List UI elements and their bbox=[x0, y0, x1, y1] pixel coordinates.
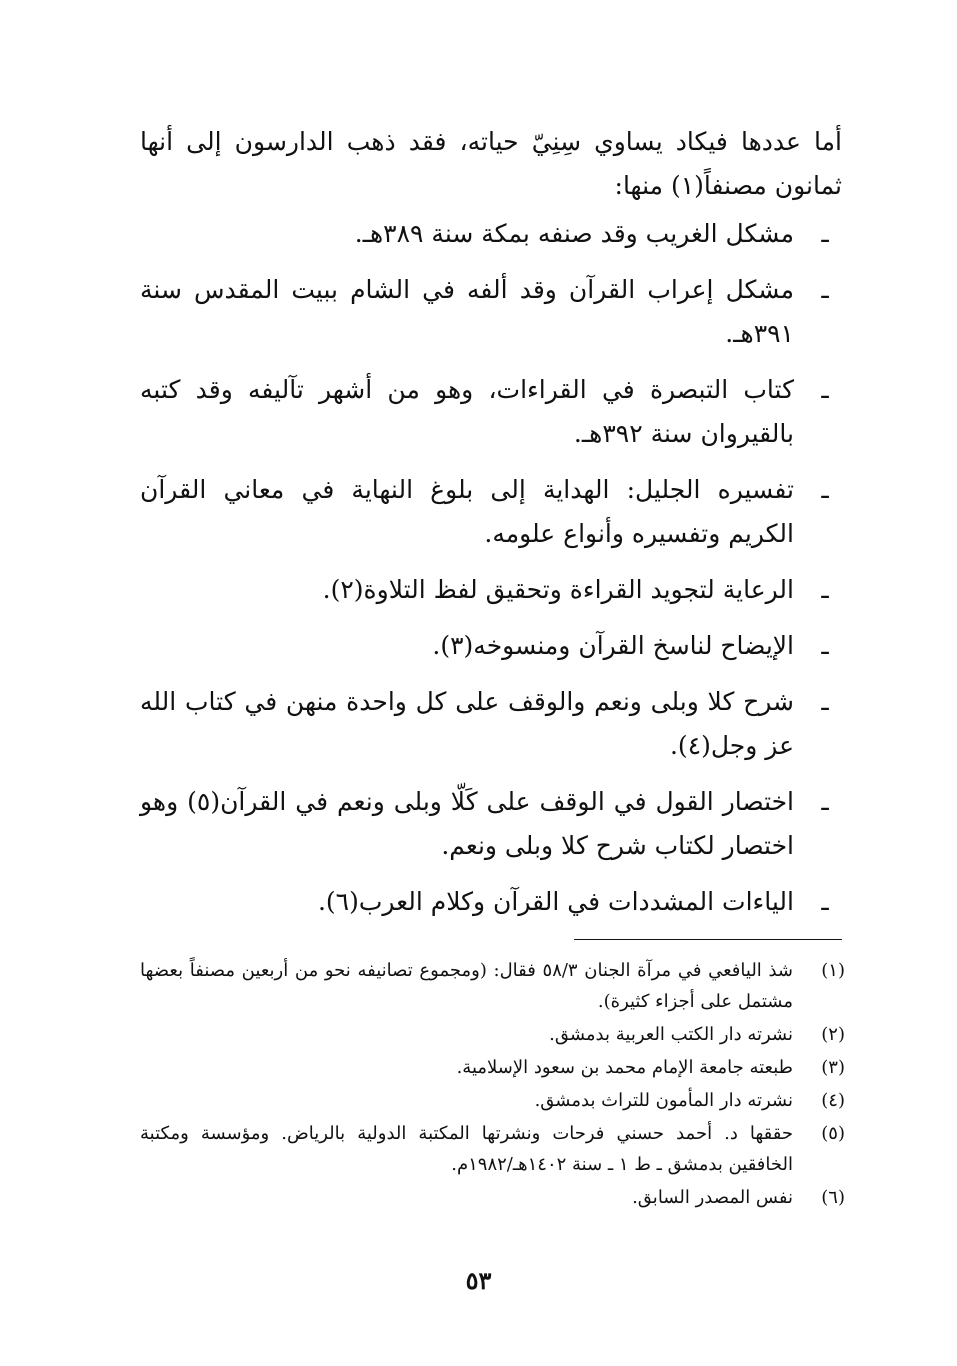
bullet-dash: ـ bbox=[821, 375, 829, 404]
footnote-6 bbox=[140, 1182, 845, 1213]
footnote-number: (٣) bbox=[821, 1057, 845, 1078]
bullet-dash: ـ bbox=[821, 475, 829, 504]
footnote-5 bbox=[140, 1118, 845, 1180]
bullet-dash: ـ bbox=[821, 887, 829, 916]
bullet-dash: ـ bbox=[821, 575, 829, 604]
bullet-dash: ـ bbox=[821, 219, 829, 248]
footnote-divider bbox=[574, 939, 842, 940]
footnote-number: (٤) bbox=[821, 1090, 845, 1111]
bullet-dash: ـ bbox=[821, 787, 829, 816]
footnote-4 bbox=[140, 1085, 845, 1116]
work-text: شرح كلا وبلى ونعم والوقف على كل واحدة منهن في كتاب الله عز وجل(٤). bbox=[140, 687, 794, 760]
bullet-dash: ـ bbox=[821, 631, 829, 660]
bullet-dash: ـ bbox=[821, 687, 829, 716]
footnote-text: نشرته دار الكتب العربية بدمشق. bbox=[549, 1024, 793, 1045]
work-item-1 bbox=[140, 212, 842, 256]
footnote-number: (٢) bbox=[821, 1024, 845, 1045]
work-item-7 bbox=[140, 680, 842, 768]
work-item-9 bbox=[140, 880, 842, 924]
footnote-number: (٦) bbox=[821, 1187, 845, 1208]
work-item-8 bbox=[140, 780, 842, 868]
work-text: مشكل إعراب القرآن وقد ألفه في الشام ببيت المقدس سنة ٣٩١هـ. bbox=[140, 275, 794, 348]
main-text bbox=[140, 120, 842, 936]
footnote-text: شذ اليافعي في مرآة الجنان ٥٨/٣ فقال: (ومجموع تصانيفه نحو من أربعين مصنفاً بعضها مشتمل على أجزاء كثيرة). bbox=[140, 960, 794, 1012]
work-text: اختصار القول في الوقف على كَلّا وبلى ونعم في القرآن(٥) وهو اختصار لكتاب شرح كلا وبلى ونعم. bbox=[140, 787, 795, 860]
work-item-4 bbox=[140, 468, 842, 556]
page-number: ٥٣ bbox=[465, 1266, 492, 1295]
footnote-1 bbox=[140, 955, 845, 1017]
footnote-3 bbox=[140, 1052, 845, 1083]
work-text: الرعاية لتجويد القراءة وتحقيق لفظ التلاوة(٢). bbox=[322, 575, 794, 604]
work-text: مشكل الغريب وقد صنفه بمكة سنة ٣٨٩هـ. bbox=[354, 219, 794, 248]
footnote-text: نشرته دار المأمون للتراث بدمشق. bbox=[534, 1090, 793, 1111]
footnote-number: (١) bbox=[821, 960, 845, 981]
footnotes-list bbox=[140, 955, 845, 1215]
work-text: تفسيره الجليل: الهداية إلى بلوغ النهاية في معاني القرآن الكريم وتفسيره وأنواع علومه. bbox=[140, 475, 794, 548]
work-item-6 bbox=[140, 624, 842, 668]
work-item-2 bbox=[140, 268, 842, 356]
work-item-5 bbox=[140, 568, 842, 612]
footnote-text: طبعته جامعة الإمام محمد بن سعود الإسلامية. bbox=[456, 1057, 793, 1078]
work-text: الياءات المشددات في القرآن وكلام العرب(٦). bbox=[317, 887, 794, 916]
footnote-number: (٥) bbox=[821, 1123, 845, 1144]
work-item-3 bbox=[140, 368, 842, 456]
work-text: كتاب التبصرة في القراءات، وهو من أشهر تآليفه وقد كتبه بالقيروان سنة ٣٩٢هـ. bbox=[140, 375, 794, 448]
works-list bbox=[140, 212, 842, 924]
bullet-dash: ـ bbox=[821, 275, 829, 304]
work-text: الإيضاح لناسخ القرآن ومنسوخه(٣). bbox=[432, 631, 794, 660]
footnote-2 bbox=[140, 1019, 845, 1050]
footnote-text: نفس المصدر السابق. bbox=[632, 1187, 793, 1208]
intro-paragraph: أما عددها فيكاد يساوي سِنِيّ حياته، فقد ذهب الدارسون إلى أنها ثمانون مصنفاً(١) منها: bbox=[140, 127, 842, 200]
footnote-text: حققها د. أحمد حسني فرحات ونشرتها المكتبة الدولية بالرياض. ومؤسسة ومكتبة الخافقين بدمشق ـ ط ١ ـ سنة ١٤٠٢هـ/١٩٨٢م. bbox=[140, 1123, 793, 1175]
